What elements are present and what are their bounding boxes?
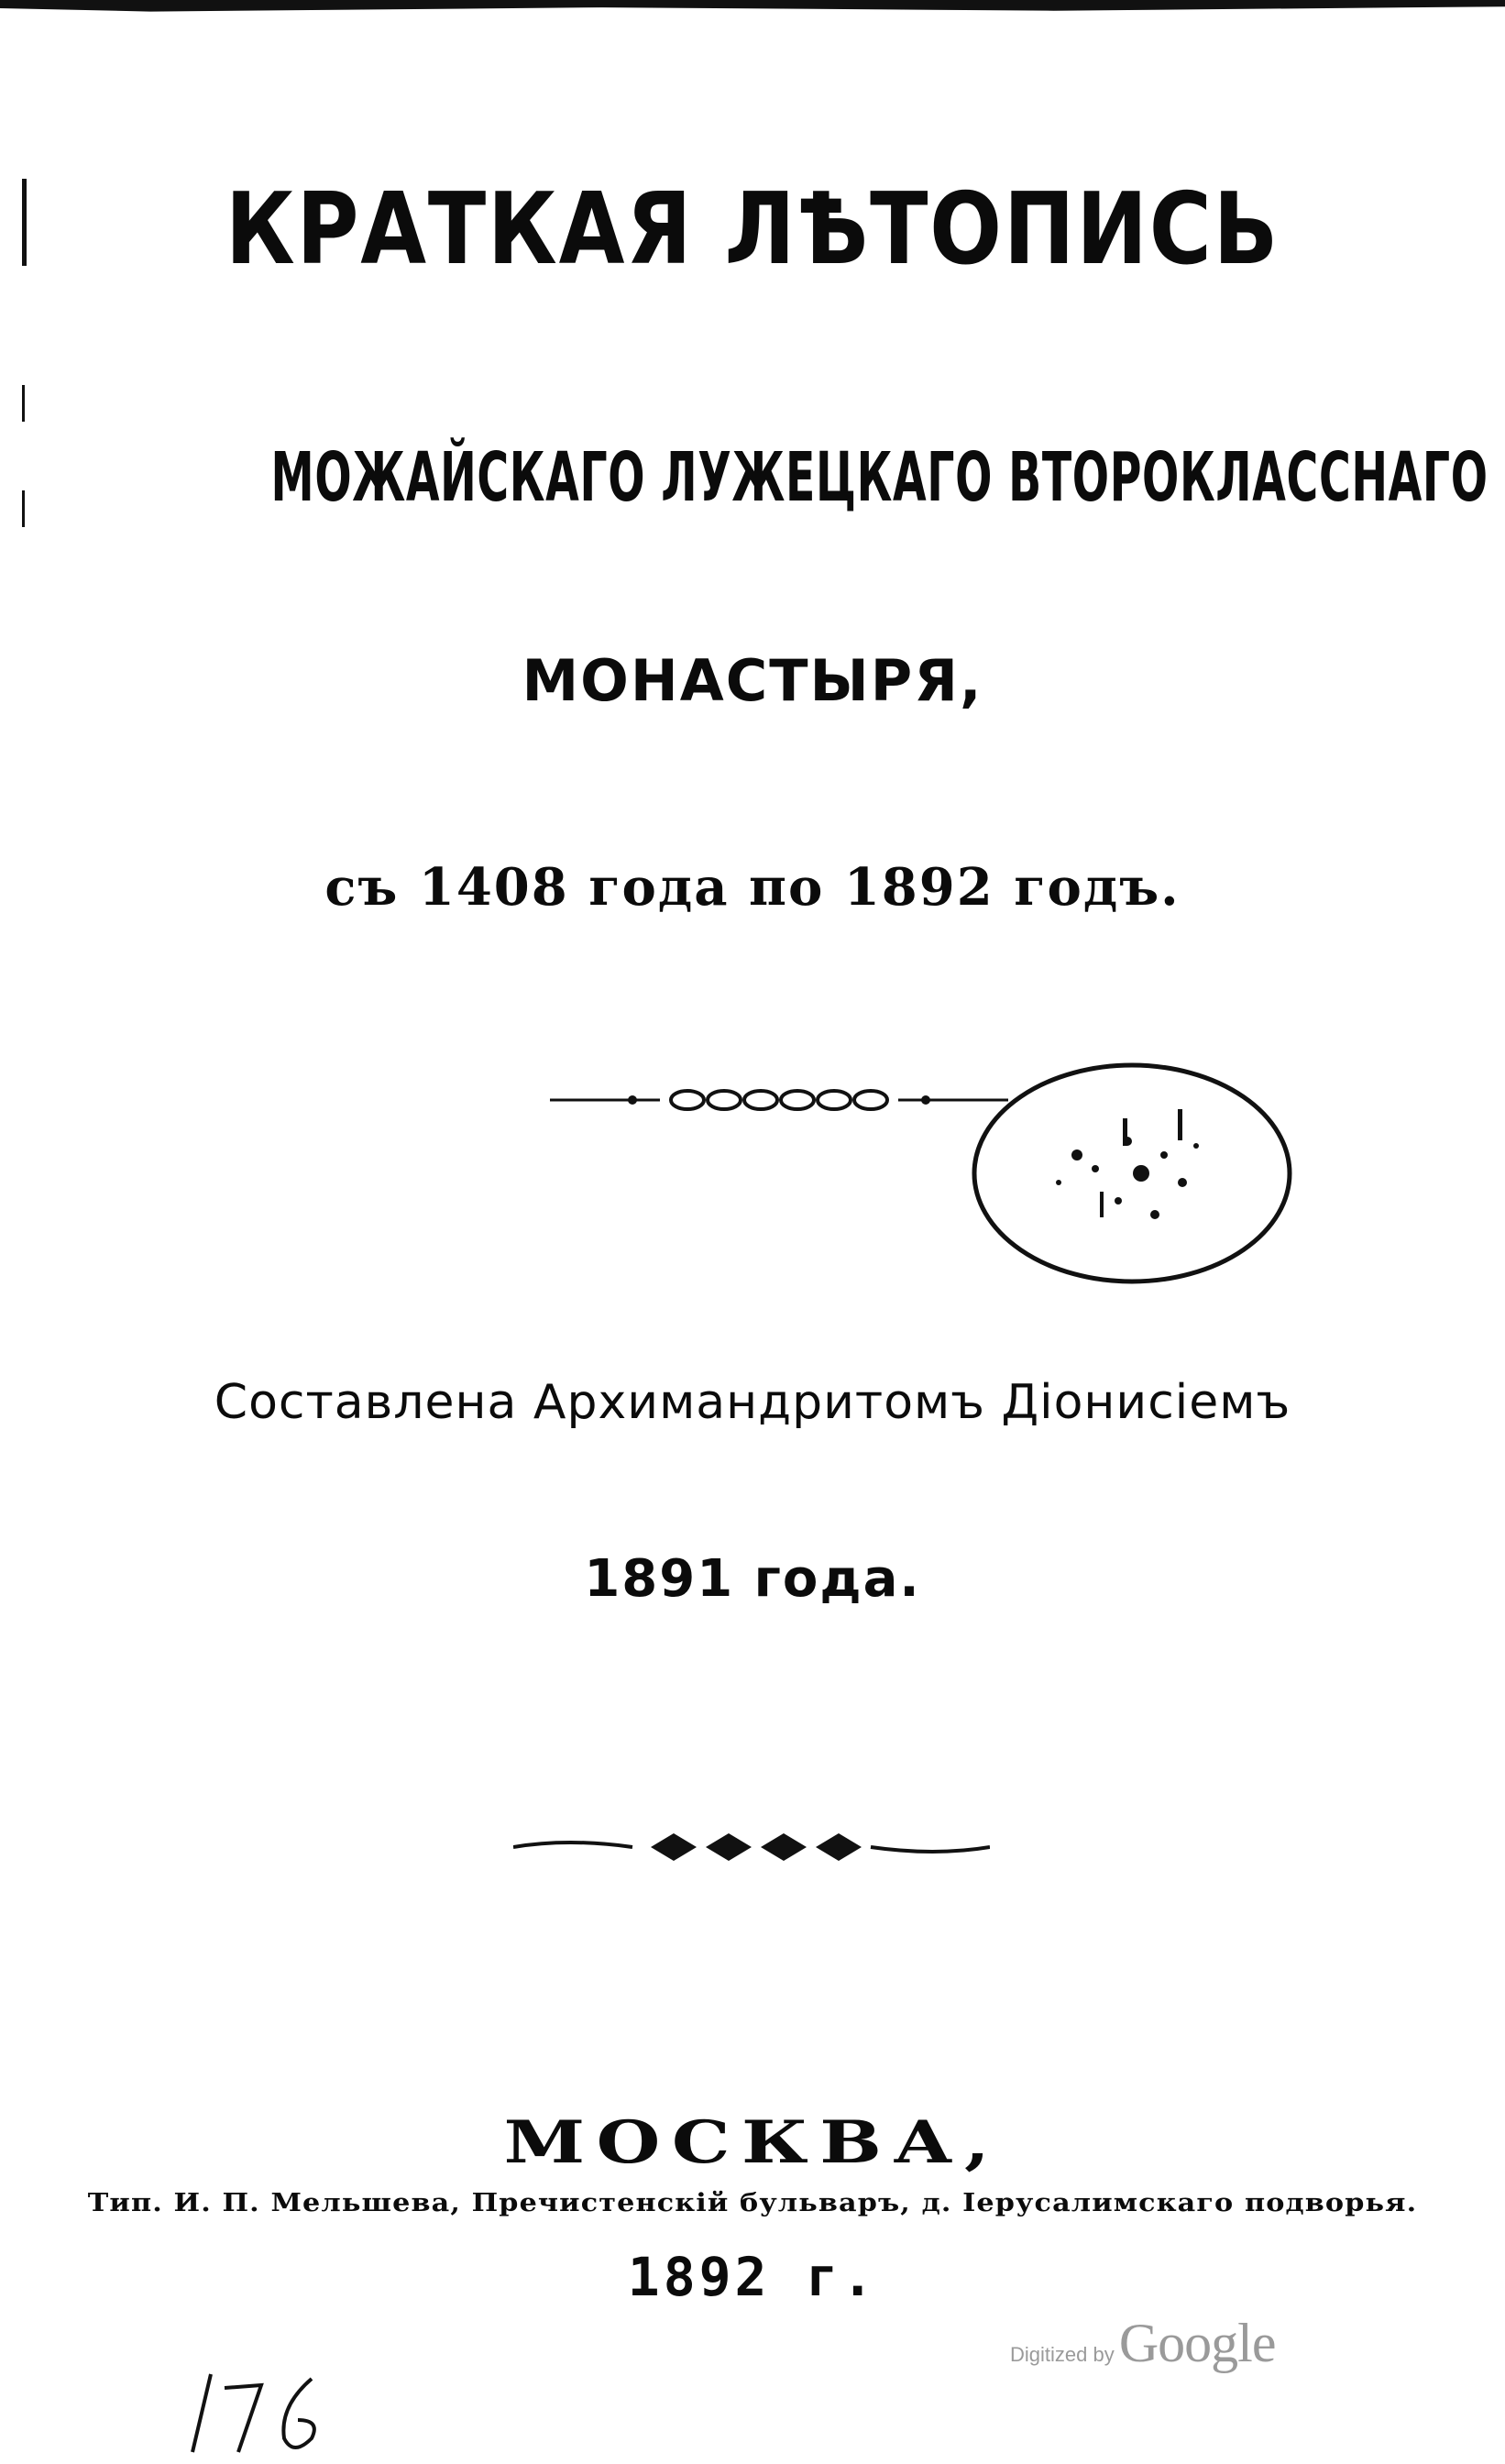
publication-city: МОСКВА, [503,2108,1002,2177]
top-border-rule [0,0,1505,16]
page-subtitle: МОЖАЙСКАГО ЛУЖЕЦКАГО ВТОРОКЛАССНАГО [270,438,1489,517]
digitized-watermark [1010,2312,1275,2375]
printer-imprint: Тип. И. П. Мельшева, Пречистенскій бульваръ, д. Іерусалимскаго подворья. [87,2189,1418,2217]
left-edge-mark [22,385,25,422]
author-line: Составлена Архимандритомъ Діонисіемъ [214,1375,1291,1430]
library-stamp-icon [967,1054,1297,1292]
ornament-divider-icon [550,1080,1008,1116]
page-title: КРАТКАЯ ЛѢТОПИСЬ [225,172,1280,287]
watermark-small-text: Digitized by [1010,2343,1115,2366]
monastery-heading: МОНАСТЫРЯ, [522,647,983,714]
watermark-logo-text: Google [1118,2313,1276,2373]
handwritten-note-icon [174,2365,357,2457]
compiled-year: 1891 года. [584,1549,921,1609]
ornament-divider-icon [513,1824,990,1870]
left-edge-mark [22,179,27,266]
date-range: съ 1408 года по 1892 годъ. [324,857,1181,918]
publication-year: 1892 г. [627,2246,878,2308]
left-edge-mark [22,490,25,527]
